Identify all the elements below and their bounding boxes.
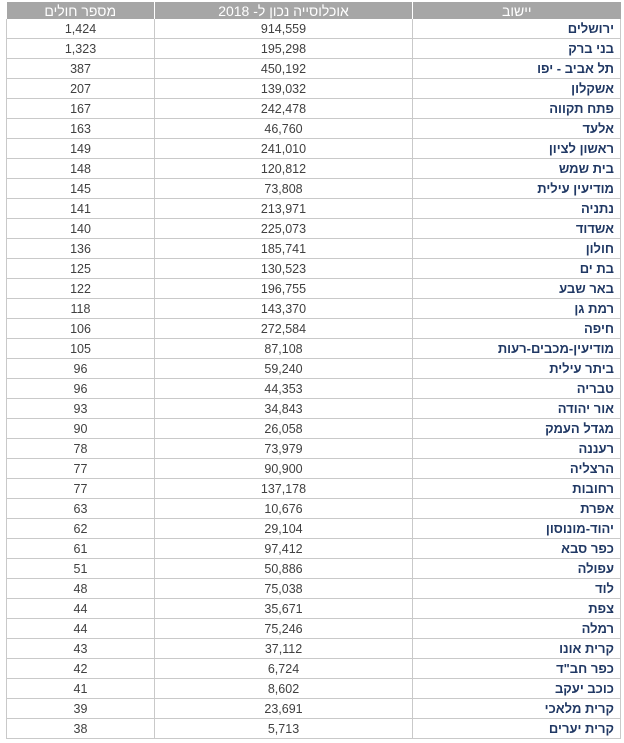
population-cell: 450,192 [155,59,413,79]
city-cell: ראשון לציון [413,139,621,159]
table-row [7,299,621,319]
population-cell: 23,691 [155,699,413,719]
table-row [7,559,621,579]
population-cell: 914,559 [155,19,413,39]
city-cell: מודיעין עילית [413,179,621,199]
table-row [7,659,621,679]
table-row [7,79,621,99]
cases-cell: 105 [7,339,155,359]
table-row [7,219,621,239]
cases-cell: 77 [7,479,155,499]
table-row [7,579,621,599]
cases-cell: 145 [7,179,155,199]
city-cell: אשקלון [413,79,621,99]
cases-cell: 63 [7,499,155,519]
population-cell: 75,246 [155,619,413,639]
cases-cell: 78 [7,439,155,459]
population-cell: 120,812 [155,159,413,179]
population-cell: 29,104 [155,519,413,539]
city-cell: מגדל העמק [413,419,621,439]
city-cell: חולון [413,239,621,259]
table-row [7,379,621,399]
city-cell: נתניה [413,199,621,219]
cases-cell: 149 [7,139,155,159]
population-cell: 26,058 [155,419,413,439]
population-cell: 130,523 [155,259,413,279]
population-cell: 34,843 [155,399,413,419]
cases-cell: 163 [7,119,155,139]
population-cell: 196,755 [155,279,413,299]
table-row [7,459,621,479]
table-row [7,719,621,739]
table-row [7,199,621,219]
cases-cell: 51 [7,559,155,579]
table-row [7,99,621,119]
header-population: אוכלוסייה נכון ל- 2018 [155,2,413,19]
population-cell: 272,584 [155,319,413,339]
city-cell: אור יהודה [413,399,621,419]
city-cell: רמלה [413,619,621,639]
city-cell: קרית יערים [413,719,621,739]
table-row [7,119,621,139]
table-row [7,179,621,199]
city-cell: ירושלים [413,19,621,39]
cases-cell: 167 [7,99,155,119]
cases-cell: 61 [7,539,155,559]
table-row [7,479,621,499]
table-row [7,159,621,179]
header-cases: מספר חולים [7,2,155,19]
table-row [7,59,621,79]
table-row [7,399,621,419]
header-row [7,2,621,19]
city-cell: בני ברק [413,39,621,59]
city-cell: רמת גן [413,299,621,319]
table-row [7,599,621,619]
population-cell: 8,602 [155,679,413,699]
population-cell: 242,478 [155,99,413,119]
population-cell: 87,108 [155,339,413,359]
table-row [7,439,621,459]
city-cell: צפת [413,599,621,619]
cases-cell: 96 [7,379,155,399]
population-cell: 195,298 [155,39,413,59]
cases-cell: 62 [7,519,155,539]
cases-cell: 42 [7,659,155,679]
cases-cell: 106 [7,319,155,339]
table-row [7,139,621,159]
city-cell: רעננה [413,439,621,459]
population-cell: 35,671 [155,599,413,619]
table-row [7,499,621,519]
city-cell: לוד [413,579,621,599]
cases-cell: 1,323 [7,39,155,59]
cases-cell: 118 [7,299,155,319]
population-cell: 137,178 [155,479,413,499]
table-row [7,279,621,299]
city-cell: כפר סבא [413,539,621,559]
city-cell: מודיעין-מכבים-רעות [413,339,621,359]
cases-cell: 39 [7,699,155,719]
cases-cell: 125 [7,259,155,279]
cases-cell: 207 [7,79,155,99]
table-row [7,359,621,379]
population-cell: 73,808 [155,179,413,199]
city-cell: הרצליה [413,459,621,479]
population-cell: 50,886 [155,559,413,579]
population-cell: 143,370 [155,299,413,319]
cases-cell: 148 [7,159,155,179]
city-cell: כוכב יעקב [413,679,621,699]
cases-cell: 48 [7,579,155,599]
table-row [7,619,621,639]
city-cell: חיפה [413,319,621,339]
population-cell: 75,038 [155,579,413,599]
city-cell: אשדוד [413,219,621,239]
cases-cell: 96 [7,359,155,379]
table-row [7,419,621,439]
table-body [7,19,621,739]
population-cell: 97,412 [155,539,413,559]
city-cell: טבריה [413,379,621,399]
cases-cell: 43 [7,639,155,659]
city-cell: רחובות [413,479,621,499]
table-row [7,519,621,539]
table-row [7,39,621,59]
population-cell: 185,741 [155,239,413,259]
population-cell: 90,900 [155,459,413,479]
table-row [7,239,621,259]
cases-cell: 136 [7,239,155,259]
population-cell: 73,979 [155,439,413,459]
population-cell: 139,032 [155,79,413,99]
city-cell: אלעד [413,119,621,139]
table-row [7,259,621,279]
city-cell: בת ים [413,259,621,279]
city-cell: קרית אונו [413,639,621,659]
table-row [7,699,621,719]
population-cell: 225,073 [155,219,413,239]
population-cell: 241,010 [155,139,413,159]
cases-cell: 38 [7,719,155,739]
table-row [7,19,621,39]
population-cell: 46,760 [155,119,413,139]
city-cell: אפרת [413,499,621,519]
population-cell: 213,971 [155,199,413,219]
city-cell: כפר חב"ד [413,659,621,679]
cases-table-container [6,2,620,739]
table-row [7,639,621,659]
cases-cell: 141 [7,199,155,219]
city-cell: תל אביב - יפו [413,59,621,79]
table-row [7,319,621,339]
cases-cell: 140 [7,219,155,239]
cases-cell: 44 [7,619,155,639]
cases-cell: 77 [7,459,155,479]
cases-cell: 122 [7,279,155,299]
cases-cell: 93 [7,399,155,419]
population-cell: 59,240 [155,359,413,379]
cases-cell: 41 [7,679,155,699]
city-cell: בית שמש [413,159,621,179]
city-cell: קרית מלאכי [413,699,621,719]
city-cell: ביתר עילית [413,359,621,379]
table-row [7,339,621,359]
city-cell: יהוד-מונוסון [413,519,621,539]
city-cell: באר שבע [413,279,621,299]
table-row [7,679,621,699]
cases-cell: 90 [7,419,155,439]
population-cell: 44,353 [155,379,413,399]
table-header [7,2,621,19]
cases-cell: 387 [7,59,155,79]
city-cell: פתח תקווה [413,99,621,119]
cases-cell: 44 [7,599,155,619]
population-cell: 6,724 [155,659,413,679]
cases-cell: 1,424 [7,19,155,39]
city-cell: עפולה [413,559,621,579]
population-cell: 10,676 [155,499,413,519]
table-row [7,539,621,559]
population-cell: 5,713 [155,719,413,739]
population-cell: 37,112 [155,639,413,659]
header-city: יישוב [413,2,621,19]
cases-by-city-table [6,2,621,739]
